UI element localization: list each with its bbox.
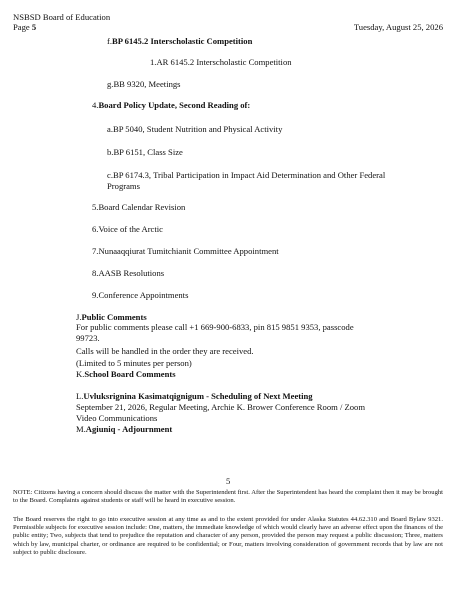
item-7: 7.Nunaaqqiurat Tumitchianit Committee Appointment [92,246,279,256]
section-l-heading [76,391,313,402]
item-4b: b.BP 6151, Class Size [107,147,183,157]
section-m-prefix: M. [76,424,86,434]
item-9: 9.Conference Appointments [92,290,189,300]
section-4-title: Board Policy Update, Second Reading of: [98,100,251,110]
item-6: 6.Voice of the Arctic [92,224,163,234]
org-name: NSBSD Board of Education [13,12,111,22]
section-l-title: Uvluksrignina Kasimatqignigum - Scheduling of Next Meeting [83,391,313,401]
item-4c: c.BP 6174.3, Tribal Participation in Impact Aid Determination and Other Federal Programs [107,170,386,191]
section-k-prefix: K. [76,369,85,379]
section-j-title: Public Comments [81,312,147,322]
section-k-heading [76,369,176,380]
item-f-1: 1.AR 6145.2 Interscholastic Competition [150,57,292,67]
footer-note-concerns: NOTE: Citizens having a concern should discuss the matter with the Superintendent first. After the Superintendent has heard the complaint then it may be brought to the Board. Complaints against students or staff will be heard in executive session. [13,489,443,505]
item-4a: a.BP 5040, Student Nutrition and Physical Activity [107,124,283,134]
footer-note-executive-session: The Board reserves the right to go into executive session at any time as and to the extent provided for under Alaska Statutes 44.62.310 and Board Bylaw 9321. Permissible subjects for executive session include: One, matters, the immediate knowledge of which would clearly have an adverse effect upon the finances of the public entity; Two, subjects that tend to prejudice the reputation and character of any person, provided the person may request a public discussion; Three, matters which by law, municipal charter, or ordinance are required to be confidential; or Four, matters involving consideration of government records that by law are not subject to public disclosure. [13,516,443,556]
section-k-title: School Board Comments [84,369,176,379]
section-4 [92,100,250,111]
public-comments-limit: (Limited to 5 minutes per person) [76,358,192,368]
footer-page-number: 5 [226,476,231,486]
section-4-prefix: 4. [92,100,99,110]
item-f-prefix: f. [107,36,113,46]
section-m-title: Agiuniq - Adjournment [85,424,173,434]
meeting-date: Tuesday, August 25, 2026 [353,22,443,32]
item-g: g.BB 9320, Meetings [107,79,181,89]
public-comments-dial-in: For public comments please call +1 669-900-6833, pin 815 9851 9353, passcode 99723. [76,322,354,343]
page-number: 5 [31,22,37,32]
item-f-title: BP 6145.2 Interscholastic Competition [112,36,253,46]
item-8: 8.AASB Resolutions [92,268,165,278]
next-meeting-details: September 21, 2026, Regular Meeting, Archie K. Brower Conference Room / Zoom Video Communications [76,402,366,423]
item-f [107,36,252,47]
section-j-prefix: J. [76,312,82,322]
page-label [13,22,36,32]
section-l-prefix: L. [76,391,84,401]
public-comments-order: Calls will be handled in the order they are received. [76,346,254,356]
section-m-heading [76,424,172,435]
item-5: 5.Board Calendar Revision [92,202,186,212]
page-label-text: Page [13,22,32,32]
